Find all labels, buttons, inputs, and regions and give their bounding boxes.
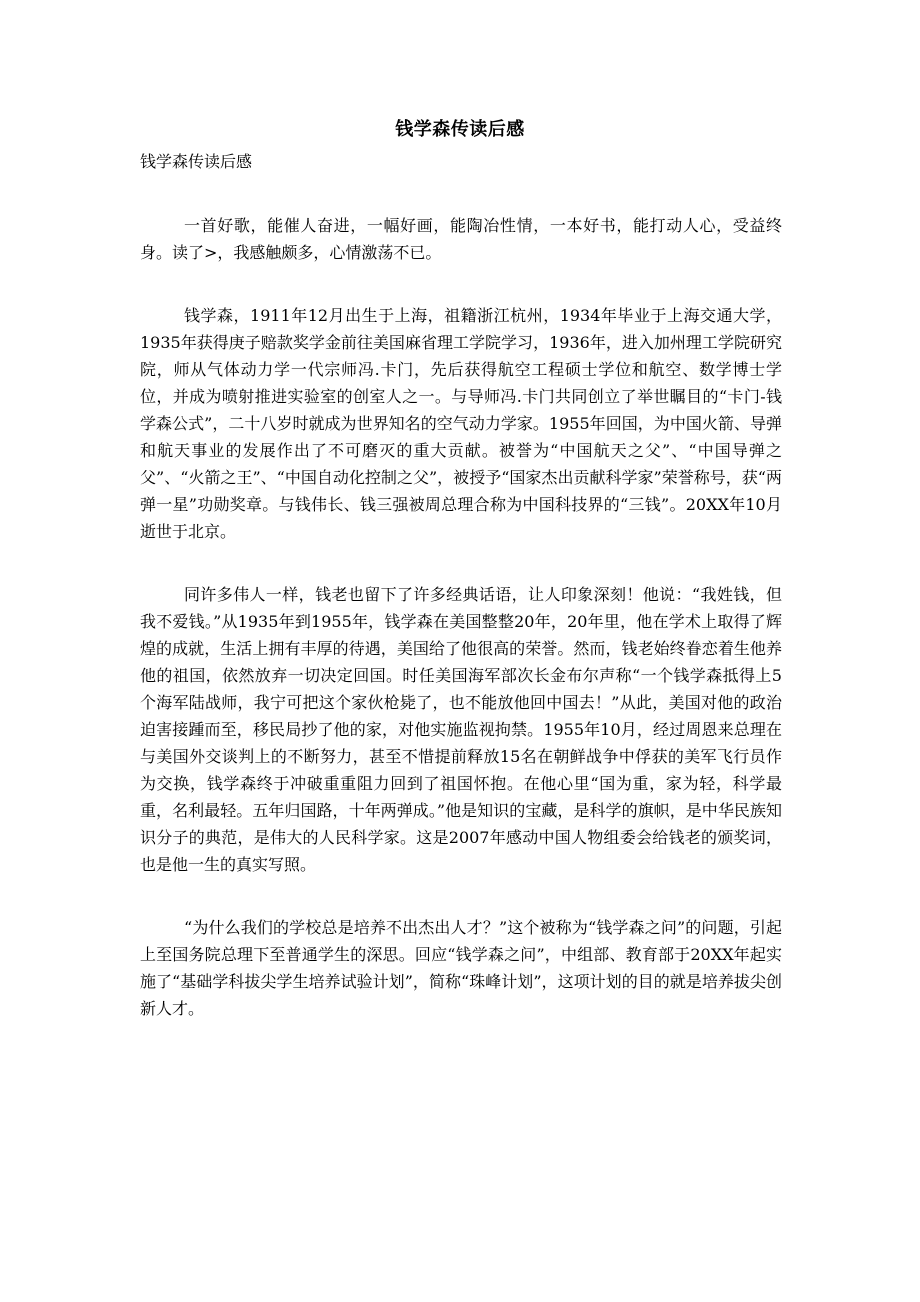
page-subtitle: 钱学森传读后感	[140, 152, 253, 171]
document-body	[140, 212, 782, 1058]
paragraph-question: “为什么我们的学校总是培养不出杰出人才？”这个被称为“钱学森之问”的问题，引起上至国务院总理下至普通学生的深思。回应“钱学森之问”，中组部、教育部于20XX年起实施了“基础学科拔尖学生培养试验计划”，简称“珠峰计划”，这项计划的目的就是培养拔尖创新人才。	[140, 918, 782, 1018]
page-title: 钱学森传读后感	[395, 119, 525, 140]
paragraph-biography: 钱学森，1911年12月出生于上海，祖籍浙江杭州，1934年毕业于上海交通大学，1935年获得庚子赔款奖学金前往美国麻省理工学院学习，1936年，进入加州理工学院研究院，师从气体动力学一代宗师冯.卡门，先后获得航空工程硕士学位和航空、数学博士学位，并成为喷射推进实验室的创室人之一。与导师冯.卡门共同创立了举世瞩目的“卡门-钱学森公式”，二十八岁时就成为世界知名的空气动力学家。1955年回国，为中国火箭、导弹和航天事业的发展作出了不可磨灭的重大贡献。被誉为“中国航天之父”、“中国导弹之父”、“火箭之王”、“中国自动化控制之父”，被授予“国家杰出贡献科学家”荣誉称号，获“两弹一星”功勋奖章。与钱伟长、钱三强被周总理合称为中国科技界的“三钱”。20XX年10月逝世于北京。	[140, 306, 782, 541]
paragraph-intro: 一首好歌，能催人奋进，一幅好画，能陶冶性情，一本好书，能打动人心，受益终身。读了>，我感触颇多，心情激荡不已。	[140, 216, 782, 262]
paragraph-quotes: 同许多伟人一样，钱老也留下了许多经典话语，让人印象深刻！他说：“我姓钱，但我不爱钱。”从1935年到1955年，钱学森在美国整整20年，20年里，他在学术上取得了辉煌的成就，生活上拥有丰厚的待遇，美国给了他很高的荣誉。然而，钱老始终眷恋着生他养他的祖国，依然放弃一切决定回国。时任美国海军部次长金布尔声称“一个钱学森抵得上5个海军陆战师，我宁可把这个家伙枪毙了，也不能放他回中国去！”从此，美国对他的政治迫害接踵而至，移民局抄了他的家，对他实施监视拘禁。1955年10月，经过周恩来总理在与美国外交谈判上的不断努力，甚至不惜提前释放15名在朝鲜战争中俘获的美军飞行员作为交换，钱学森终于冲破重重阻力回到了祖国怀抱。在他心里“国为重，家为轻，科学最重，名利最轻。五年归国路，十年两弹成。”他是知识的宝藏，是科学的旗帜，是中华民族知识分子的典范，是伟大的人民科学家。这是2007年感动中国人物组委会给钱老的颁奖词，也是他一生的真实写照。	[140, 585, 782, 874]
